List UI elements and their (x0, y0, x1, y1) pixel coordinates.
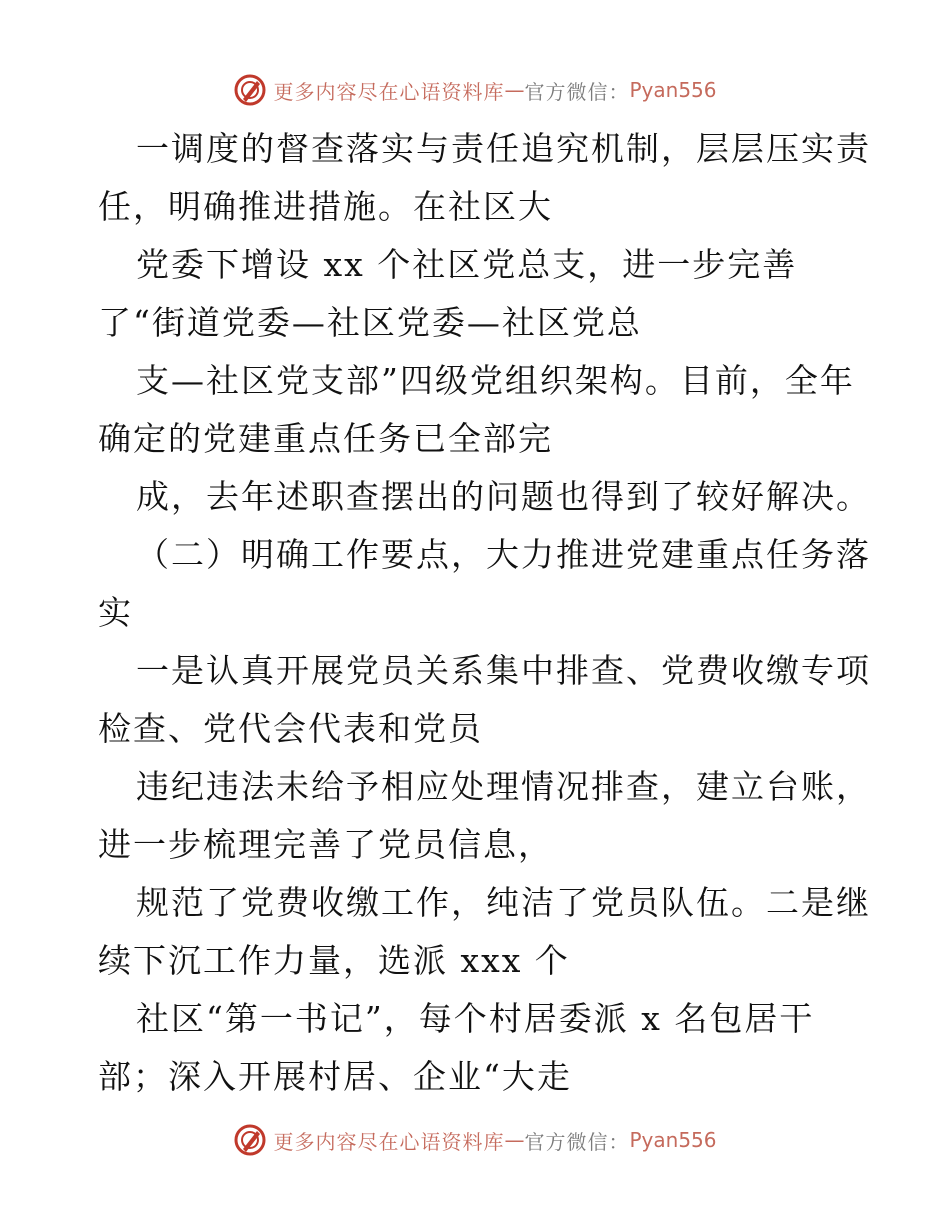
text-line: 社区“第一书记”，每个村居委派 x 名包居干 (136, 999, 815, 1038)
text-line: 部；深入开展村居、企业“大走 (98, 1057, 572, 1096)
seal-logo-icon (233, 73, 267, 107)
section-heading: （二）明确工作要点，大力推进党建重点任务落 (136, 535, 871, 574)
text-line: 续下沉工作力量，选派 xxx 个 (98, 941, 570, 980)
text-line: 检查、党代会代表和党员 (98, 709, 483, 748)
text-line: 党委下增设 xx 个社区党总支，进一步完善 (136, 245, 798, 284)
text-line: 成，去年述职查摆出的问题也得到了较好解决。 (136, 477, 871, 516)
text-line: 一是认真开展党员关系集中排查、党费收缴专项 (136, 651, 871, 690)
footer-watermark (0, 1120, 950, 1160)
watermark-wechat-id: Pyan556 (629, 78, 717, 102)
header-watermark (0, 70, 950, 110)
watermark-main-text: 更多内容尽在心语资料库 (273, 1129, 505, 1154)
watermark-wechat-label: 官方微信： (524, 1129, 630, 1154)
text-line: 任，明确推进措施。在社区大 (98, 187, 553, 226)
section-heading-cont: 实 (98, 593, 133, 632)
watermark-separator: — (504, 78, 525, 102)
text-line: 一调度的督查落实与责任追究机制，层层压实责 (136, 129, 871, 168)
text-line: 了“街道党委—社区党委—社区党总 (98, 303, 642, 342)
text-line: 进一步梳理完善了党员信息， (98, 825, 553, 864)
seal-logo-icon (233, 1123, 267, 1157)
text-line: 确定的党建重点任务已全部完 (98, 419, 553, 458)
text-line: 支—社区党支部”四级党组织架构。目前，全年 (136, 361, 855, 400)
watermark-main-text: 更多内容尽在心语资料库 (273, 79, 505, 104)
watermark-wechat-label: 官方微信： (524, 79, 630, 104)
watermark-separator: — (504, 1128, 525, 1152)
text-line: 规范了党费收缴工作，纯洁了党员队伍。二是继 (136, 883, 871, 922)
watermark-wechat-id: Pyan556 (629, 1128, 717, 1152)
text-line: 违纪违法未给予相应处理情况排查，建立台账， (136, 767, 871, 806)
document-body (98, 120, 871, 1106)
